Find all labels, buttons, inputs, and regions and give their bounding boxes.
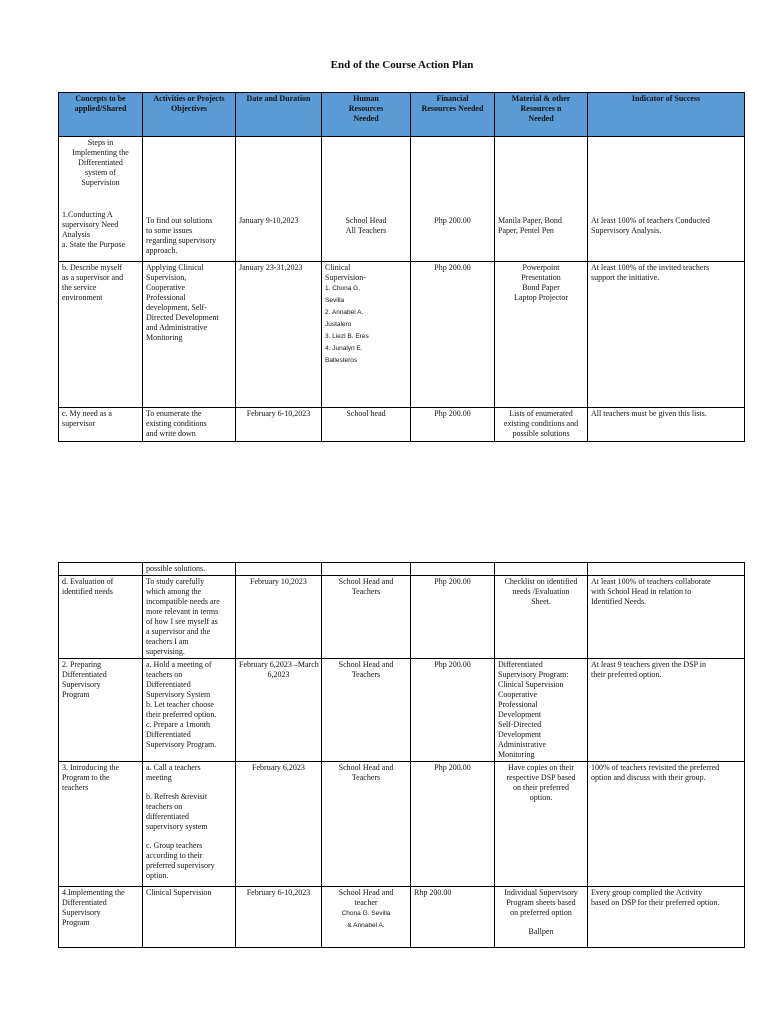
text-line: Material & other xyxy=(511,94,571,103)
text-line: Financial xyxy=(436,94,469,103)
date-cell xyxy=(236,137,322,262)
table-row xyxy=(59,137,745,262)
text-line: Resources xyxy=(348,104,384,113)
text-line: their preferred option. xyxy=(591,670,662,679)
text-line: At least 100% of teachers Conducted xyxy=(591,216,710,225)
text-line: Sheet. xyxy=(531,597,551,606)
text-line: Implementing the xyxy=(72,148,129,157)
header-activities xyxy=(143,93,236,137)
text-line: meeting xyxy=(146,773,172,782)
text-line: & Annabel A. xyxy=(347,922,385,929)
text-line: Monitoring xyxy=(146,333,183,342)
text-line: of how I see myself as xyxy=(146,617,218,626)
text-line: the service xyxy=(62,283,97,292)
text-line: possible solutions xyxy=(512,429,570,438)
text-line: February 6,2023 xyxy=(252,763,305,772)
document-title: End of the Course Action Plan xyxy=(330,59,474,71)
action-plan-table xyxy=(58,92,745,442)
text-line: a. Hold a meeting of xyxy=(146,660,212,669)
financial-text xyxy=(414,216,491,226)
text-line: Differentiated xyxy=(62,898,107,907)
text-line: Date and Duration xyxy=(246,94,311,103)
table-row xyxy=(59,262,745,408)
material-text xyxy=(498,888,584,918)
indicator-cell xyxy=(588,262,745,408)
text-line: 3. Liezl B. Eres xyxy=(325,333,369,340)
text-line: 2. Preparing xyxy=(62,660,102,669)
material-cell xyxy=(495,887,588,948)
text-line: Supervisory xyxy=(62,680,101,689)
text-line: 3. Introducing the xyxy=(62,763,120,772)
text-line: c. Prepare a 1month xyxy=(146,720,210,729)
text-line: Self-Directed xyxy=(498,720,542,729)
text-line: Ballesteros xyxy=(325,357,358,364)
text-line: February 6-10,2023 xyxy=(246,409,311,418)
concept-cell xyxy=(59,887,143,948)
activity-cell xyxy=(143,887,236,948)
text-line: supervisor xyxy=(62,419,96,428)
text-line: Resources Needed xyxy=(421,104,484,113)
text-line: preferred supervisory xyxy=(146,861,215,870)
text-line: To study carefully xyxy=(146,577,205,586)
human-resources-cell xyxy=(322,576,411,659)
text-line: Supervision xyxy=(81,178,120,187)
text-line: d. Evaluation of xyxy=(62,577,114,586)
text-line: School Head xyxy=(345,216,387,225)
text-line: Bond Paper xyxy=(522,283,560,292)
text-line: Supervision- xyxy=(325,273,366,282)
indicator-cell xyxy=(588,576,745,659)
text-line: School Head and xyxy=(338,763,394,772)
text-line: applied/Shared xyxy=(74,104,127,113)
human-resources-cell xyxy=(322,262,411,408)
text-line: b. Describe myself xyxy=(62,263,123,272)
human-resources-names xyxy=(325,910,407,930)
text-line: on preferred option xyxy=(510,908,572,917)
text-line: existing conditions and xyxy=(503,419,579,428)
text-line: 1. Chona G. xyxy=(325,285,361,292)
text-line: 6,2023 xyxy=(267,670,290,679)
text-line: Have copies on their xyxy=(508,763,574,772)
text-line: Teachers xyxy=(351,587,381,596)
text-line: regarding supervisory xyxy=(146,236,216,245)
text-line: to some issues xyxy=(146,226,193,235)
text-line: b. Refresh &revisit xyxy=(146,792,208,801)
activity-step-c xyxy=(146,841,232,881)
text-line: Monitoring xyxy=(498,750,535,759)
text-line: support the initiative. xyxy=(591,273,660,282)
text-line: All Teachers xyxy=(345,226,387,235)
activity-text xyxy=(146,216,232,256)
concept-cell xyxy=(59,408,143,442)
header-date xyxy=(236,93,322,137)
text-line: more relevant in terms xyxy=(146,607,219,616)
text-line: Activities or Projects xyxy=(153,94,225,103)
text-line: and write down xyxy=(146,429,196,438)
text-line: Supervisory xyxy=(62,908,101,917)
text-line: Php 200.00 xyxy=(434,763,471,772)
header-row xyxy=(59,93,745,137)
text-line: Differentiated xyxy=(146,680,191,689)
text-line: Program to the xyxy=(62,773,110,782)
text-line: Manila Paper, Bond xyxy=(498,216,562,225)
text-line: Objectives xyxy=(171,104,207,113)
text-line: with School Head in relation to xyxy=(591,587,692,596)
text-line: At least 9 teachers given the DSP in xyxy=(591,660,707,669)
text-line: supervising. xyxy=(146,647,185,656)
text-line: incompatible needs are xyxy=(146,597,220,606)
material-cell xyxy=(495,408,588,442)
date-text xyxy=(239,216,318,226)
text-line: teachers on xyxy=(146,802,183,811)
text-line: needs /Evaluation xyxy=(512,587,570,596)
text-line: as a supervisor and xyxy=(62,273,124,282)
text-line: Rhp 200.00 xyxy=(414,888,452,897)
text-line: February 10,2023 xyxy=(250,577,307,586)
date-cell xyxy=(236,659,322,762)
activity-cell xyxy=(143,137,236,262)
human-resources-cell xyxy=(322,887,411,948)
table-row xyxy=(59,563,745,576)
human-resources-cell xyxy=(322,563,411,576)
text-line: supervisory Need xyxy=(62,220,119,229)
text-line: Professional xyxy=(146,293,186,302)
text-line: January 23-31,2023 xyxy=(239,263,303,272)
text-line: teachers on xyxy=(146,670,183,679)
text-line: Program sheets based xyxy=(506,898,576,907)
text-line: Supervision, xyxy=(146,273,187,282)
text-line: Resources n xyxy=(520,104,562,113)
financial-cell xyxy=(411,137,495,262)
text-line: 1.Conducting A xyxy=(62,210,113,219)
header-concepts xyxy=(59,93,143,137)
text-line: Program xyxy=(62,918,90,927)
text-line: Lists of enumerated xyxy=(509,409,573,418)
date-cell xyxy=(236,762,322,887)
concept-cell xyxy=(59,762,143,887)
indicator-cell xyxy=(588,762,745,887)
text-line: Clinical xyxy=(325,263,351,272)
material-cell xyxy=(495,262,588,408)
text-line: Php 200.00 xyxy=(434,409,471,418)
header-human-resources xyxy=(322,93,411,137)
concept-intro xyxy=(62,138,139,188)
activity-cell xyxy=(143,262,236,408)
indicator-cell xyxy=(588,887,745,948)
text-line: 4. Junalyn E. xyxy=(325,345,363,352)
text-line: Ballpen xyxy=(528,927,554,936)
text-line: Php 200.00 xyxy=(434,216,471,225)
text-line: Needed xyxy=(353,114,379,123)
text-line: Php 200.00 xyxy=(434,263,471,272)
text-line: Checklist on identified xyxy=(504,577,578,586)
financial-cell xyxy=(411,762,495,887)
human-resources-cell xyxy=(322,659,411,762)
material-cell xyxy=(495,659,588,762)
text-line: Analysis xyxy=(62,230,90,239)
text-line: 2. Annabel A. xyxy=(325,309,364,316)
text-line: Supervisory Analysis. xyxy=(591,226,662,235)
financial-cell xyxy=(411,576,495,659)
indicator-cell xyxy=(588,137,745,262)
text-line: Php 200.00 xyxy=(434,577,471,586)
text-line: Supervisory System xyxy=(146,690,211,699)
text-line: Human xyxy=(353,94,379,103)
text-line: Supervisory Program. xyxy=(146,740,217,749)
indicator-cell xyxy=(588,659,745,762)
activity-cell xyxy=(143,563,236,576)
date-cell xyxy=(236,887,322,948)
text-line: identified needs xyxy=(62,587,113,596)
concept-text xyxy=(62,210,139,250)
activity-cell xyxy=(143,408,236,442)
text-line: January 9-10,2023 xyxy=(239,216,299,225)
text-line: a. Call a teachers xyxy=(146,763,201,772)
text-line: Directed Development xyxy=(146,313,219,322)
financial-cell xyxy=(411,408,495,442)
text-line: a. State the Purpose xyxy=(62,240,126,249)
text-line: At least 100% of the invited teachers xyxy=(591,263,710,272)
concept-cell xyxy=(59,262,143,408)
table-row xyxy=(59,408,745,442)
table-row xyxy=(59,659,745,762)
text-line: Program xyxy=(62,690,90,699)
text-line: Presentation xyxy=(521,273,561,282)
activity-step-a xyxy=(146,763,232,783)
text-line: on their preferred xyxy=(513,783,569,792)
text-line: c. My need as a xyxy=(62,409,112,418)
human-resources-text xyxy=(325,888,407,908)
text-line: approach. xyxy=(146,246,178,255)
text-line: Laptop Projector xyxy=(514,293,568,302)
text-line: existing conditions xyxy=(146,419,207,428)
text-line: Concepts to be xyxy=(75,94,126,103)
text-line: To enumerate the xyxy=(146,409,202,418)
text-line: Professional xyxy=(498,700,538,709)
header-material-resources xyxy=(495,93,588,137)
text-line: Cooperative xyxy=(146,283,186,292)
text-line: School Head and xyxy=(338,888,394,897)
human-resources-title xyxy=(325,263,407,283)
header-indicator xyxy=(588,93,745,137)
financial-cell xyxy=(411,563,495,576)
text-line: Clinical Supervision xyxy=(498,680,564,689)
material-extra xyxy=(498,927,584,937)
text-line: February 6,2023 –March xyxy=(239,660,319,669)
material-cell xyxy=(495,762,588,887)
text-line: based on DSP for their preferred option. xyxy=(591,898,720,907)
text-line: Needed xyxy=(528,114,554,123)
header-financial-resources xyxy=(411,93,495,137)
date-cell xyxy=(236,408,322,442)
text-line: Justalero xyxy=(325,321,352,328)
text-line: teachers I am xyxy=(146,637,189,646)
text-line: teachers xyxy=(62,783,89,792)
text-line: development, Self- xyxy=(146,303,207,312)
text-line: a supervisor and the xyxy=(146,627,211,636)
activity-cell xyxy=(143,659,236,762)
financial-cell xyxy=(411,887,495,948)
date-cell xyxy=(236,563,322,576)
text-line: which among the xyxy=(146,587,202,596)
text-line: Powerpoint xyxy=(522,263,560,272)
table-row xyxy=(59,762,745,887)
text-line: Every group complied the Activity xyxy=(591,888,703,897)
text-line: supervisory system xyxy=(146,822,208,831)
text-line: Teachers xyxy=(351,670,381,679)
text-line: differentiated xyxy=(146,812,189,821)
text-line: teacher xyxy=(354,898,378,907)
text-line: All teachers must be given this lists. xyxy=(591,409,707,418)
financial-cell xyxy=(411,659,495,762)
text-line: Php 200.00 xyxy=(434,660,471,669)
material-cell xyxy=(495,137,588,262)
text-line: February 6-10,2023 xyxy=(246,888,311,897)
concept-cell xyxy=(59,576,143,659)
activity-cell xyxy=(143,762,236,887)
text-line: Clinical Supervision xyxy=(146,888,212,897)
text-line: Differentiated xyxy=(78,158,123,167)
indicator-cell xyxy=(588,408,745,442)
indicator-cell xyxy=(588,563,745,576)
text-line: c. Group teachers xyxy=(146,841,203,850)
text-line: b. Let teacher choose xyxy=(146,700,214,709)
human-resources-cell xyxy=(322,137,411,262)
financial-cell xyxy=(411,262,495,408)
text-line: Steps in xyxy=(87,138,114,147)
text-line: Development xyxy=(498,730,542,739)
text-line: environment xyxy=(62,293,103,302)
text-line: their preferred option. xyxy=(146,710,217,719)
table-row xyxy=(59,576,745,659)
human-resources-names xyxy=(325,285,407,365)
text-line: Administrative xyxy=(498,740,546,749)
text-line: Identified Needs. xyxy=(591,597,647,606)
human-resources-cell xyxy=(322,408,411,442)
text-line: Differentiated xyxy=(498,660,543,669)
text-line: Teachers xyxy=(351,773,381,782)
table-row xyxy=(59,887,745,948)
text-line: Supervisory Program: xyxy=(498,670,569,679)
text-line: Paper, Pentel Pen xyxy=(498,226,554,235)
material-cell xyxy=(495,563,588,576)
concept-cell xyxy=(59,137,143,262)
text-line: Cooperative xyxy=(498,690,538,699)
action-plan-table-continued xyxy=(58,562,745,948)
text-line: Individual Supervisory xyxy=(504,888,578,897)
text-line: At least 100% of teachers collaborate xyxy=(591,577,711,586)
indicator-text xyxy=(591,216,741,236)
activity-cell xyxy=(143,576,236,659)
text-line: according to their xyxy=(146,851,203,860)
date-cell xyxy=(236,576,322,659)
text-line: School Head and xyxy=(338,577,394,586)
activity-step-b xyxy=(146,792,232,832)
text-line: Chona G. Sevilla xyxy=(341,910,391,917)
text-line: Applying Clinical xyxy=(146,263,204,272)
text-line: possible solutions. xyxy=(146,564,206,573)
material-cell xyxy=(495,576,588,659)
text-line: and Administrative xyxy=(146,323,208,332)
text-line: Differentiated xyxy=(62,670,107,679)
text-line: 100% of teachers revisited the preferred xyxy=(591,763,720,772)
text-line: To find out solutions xyxy=(146,216,213,225)
text-line: School Head and xyxy=(338,660,394,669)
text-line: respective DSP based xyxy=(506,773,576,782)
text-line: Development xyxy=(498,710,542,719)
text-line: School head xyxy=(346,409,386,418)
material-text xyxy=(498,216,584,236)
text-line: option and discuss with their group. xyxy=(591,773,706,782)
date-cell xyxy=(236,262,322,408)
text-line: Differentiated xyxy=(146,730,191,739)
text-line: option. xyxy=(146,871,169,880)
human-resources-cell xyxy=(322,762,411,887)
text-line: system of xyxy=(85,168,116,177)
text-line: 4.Implementing the xyxy=(62,888,125,897)
text-line: Sevilla xyxy=(325,297,345,304)
concept-cell xyxy=(59,563,143,576)
concept-cell xyxy=(59,659,143,762)
human-resources-text xyxy=(325,216,407,236)
text-line: Indicator of Success xyxy=(631,94,701,103)
text-line: option. xyxy=(529,793,553,802)
